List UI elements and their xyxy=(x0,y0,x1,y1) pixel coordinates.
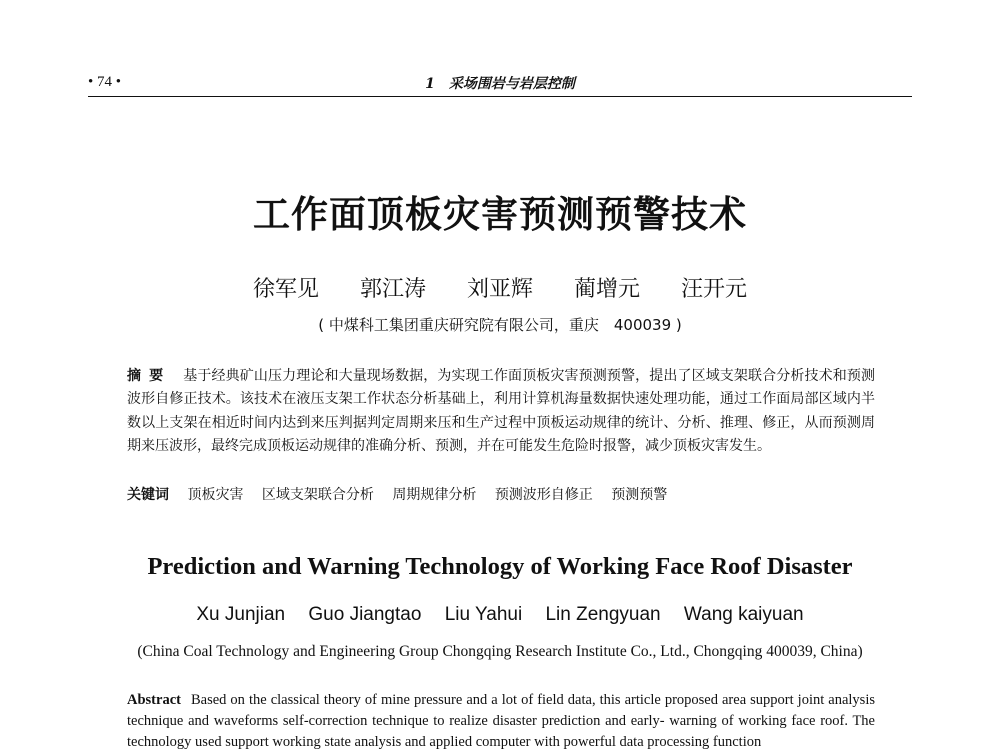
author-cn: 汪开元 xyxy=(681,277,748,302)
abstract-cn xyxy=(127,365,875,458)
title-en: Prediction and Warning Technology of Working Face Roof Disaster xyxy=(147,553,853,580)
abstract-en xyxy=(127,690,875,753)
page-header xyxy=(88,72,912,97)
affiliation-en: (China Coal Technology and Engineering Group Chongqing Research Institute Co., Ltd., Chongqing 400039, China) xyxy=(137,643,863,660)
keyword-cn: 顶板灾害 xyxy=(187,487,244,503)
keyword-cn: 区域支架联合分析 xyxy=(261,487,374,503)
author-cn: 徐军见 xyxy=(252,277,319,302)
author-en: Guo Jiangtao xyxy=(308,604,422,625)
page-number: • 74 • xyxy=(88,74,122,90)
abstract-en-label: Abstract xyxy=(127,692,181,708)
keyword-cn: 周期规律分析 xyxy=(392,487,477,503)
keyword-cn: 预测波形自修正 xyxy=(494,487,593,503)
title-cn: 工作面顶板灾害预测预警技术 xyxy=(253,192,747,236)
keywords-cn xyxy=(127,484,875,504)
author-cn: 郭江涛 xyxy=(359,277,426,302)
author-cn: 蔺增元 xyxy=(574,277,641,302)
affiliation-cn: ( 中煤科工集团重庆研究院有限公司，重庆 400039 ) xyxy=(318,316,682,334)
author-en: Wang kaiyuan xyxy=(683,604,804,625)
keywords-cn-label: 关键词 xyxy=(127,487,169,503)
authors-en xyxy=(0,604,1000,626)
abstract-cn-text: 基于经典矿山压力理论和大量现场数据，为实现工作面顶板灾害预测预警，提出了区域支架联合分析技术和预测波形自修正技术。该技术在液压支架工作状态分析基础上，利用计算机海量数据快速处理功能，通过工作面局部区域内半数以上支架在相近时间内达到来压判据判定周期来压和生产过程中顶板运动规律的统计、分析、推理、修正，从而预测周期来压波形，最终完成顶板运动规律的准确分析、预测，并在可能发生危险时报警，减少顶板灾害发生。 xyxy=(127,368,876,454)
author-en: Xu Junjian xyxy=(196,604,286,625)
abstract-cn-label: 摘要 xyxy=(127,368,172,384)
running-head: 1 采场围岩与岩层控制 xyxy=(425,76,575,92)
author-cn: 刘亚辉 xyxy=(466,277,533,302)
author-en: Lin Zengyuan xyxy=(545,604,661,625)
abstract-en-text: Based on the classical theory of mine pressure and a lot of field data, this article proposed area support joint analysis technique and waveforms self-correction technique to realize disaster prediction and early- warning of working face roof. The technology used support working state analysis and applied computer with powerful data processing function xyxy=(127,692,875,750)
author-en: Liu Yahui xyxy=(444,604,523,625)
authors-cn xyxy=(0,272,1000,303)
keyword-cn: 预测预警 xyxy=(611,487,668,503)
